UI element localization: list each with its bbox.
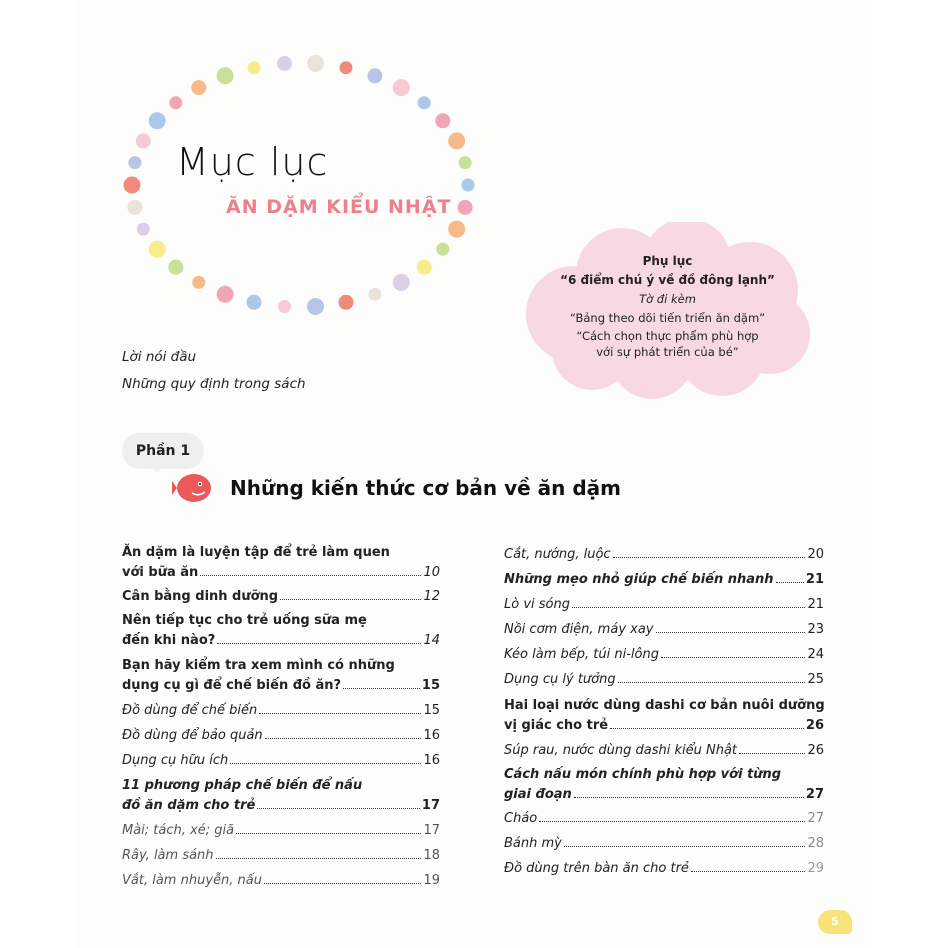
wreath-dot xyxy=(393,274,410,291)
wreath-dot xyxy=(436,243,449,256)
fish-mascot-icon xyxy=(172,468,218,508)
wreath-dot xyxy=(137,223,150,236)
wreath-dot xyxy=(307,55,324,72)
toc-entry[interactable]: dụng cụ gì để chế biến đồ ăn? 15 xyxy=(122,678,440,693)
page-number: 12 xyxy=(423,589,440,604)
appendix-item: “Bảng theo dõi tiến triển ăn dặm” xyxy=(569,311,766,325)
toc-entry[interactable]: Bánh mỳ 28 xyxy=(504,836,824,851)
wreath-dot xyxy=(459,156,472,169)
rules-link[interactable]: Những quy định trong sách xyxy=(122,376,306,392)
toc-entry[interactable]: Kéo làm bếp, túi ni-lông 24 xyxy=(504,647,824,662)
page-number-tab: 5 xyxy=(818,910,852,934)
wreath-dot xyxy=(149,241,166,258)
preface-link[interactable]: Lời nói đầu xyxy=(122,349,197,365)
wreath-dot xyxy=(124,177,141,194)
toc-entry-line[interactable]: 11 phương pháp chế biến để nấu xyxy=(122,778,363,793)
wreath-dot xyxy=(340,61,353,74)
toc-entry[interactable]: đến khi nào? 14 xyxy=(122,633,440,648)
wreath-dot xyxy=(192,276,205,289)
wreath-dot xyxy=(367,68,382,83)
page-number: 10 xyxy=(423,565,440,580)
wreath-dot xyxy=(393,79,410,96)
appendix-item: “6 điểm chú ý về đồ đông lạnh” xyxy=(560,273,775,287)
page-number: 17 xyxy=(421,798,440,813)
part-title: Những kiến thức cơ bản về ăn dặm xyxy=(230,476,621,500)
toc-entry[interactable]: Mài; tách, xé; giã 17 xyxy=(122,823,440,838)
page-number: 27 xyxy=(807,811,824,826)
page-number: 15 xyxy=(421,678,440,693)
toc-entry[interactable]: Súp rau, nước dùng dashi kiểu Nhật 26 xyxy=(504,743,824,758)
page-number: 23 xyxy=(807,622,824,637)
toc-entry[interactable]: Rây, làm sánh 18 xyxy=(122,848,440,863)
wreath-dot xyxy=(462,179,475,192)
toc-entry[interactable]: Dụng cụ lý tưởng 25 xyxy=(504,672,824,687)
part-badge-tail xyxy=(148,462,166,473)
toc-entry[interactable]: Nồi cơm điện, máy xay 23 xyxy=(504,622,824,637)
page-number: 16 xyxy=(423,753,440,768)
wreath-dot xyxy=(417,260,432,275)
wreath-dot xyxy=(307,298,324,315)
page-number: 15 xyxy=(423,703,440,718)
toc-entry[interactable]: với bữa ăn 10 xyxy=(122,565,440,580)
appendix-text xyxy=(540,252,795,360)
toc-entry-line[interactable]: Nên tiếp tục cho trẻ uống sữa mẹ xyxy=(122,613,367,628)
toc-entry[interactable]: Cân bằng dinh dưỡng 12 xyxy=(122,589,440,604)
toc-entry[interactable]: Cháo 27 xyxy=(504,811,824,826)
wreath-dot xyxy=(217,67,234,84)
toc-entry[interactable]: Dụng cụ hữu ích 16 xyxy=(122,753,440,768)
wreath-dot xyxy=(168,260,183,275)
wreath-dot xyxy=(247,295,262,310)
appendix-insert-label: Tờ đi kèm xyxy=(639,292,696,306)
wreath-dot xyxy=(435,113,450,128)
page-number: 19 xyxy=(423,873,440,888)
page-number: 26 xyxy=(805,718,824,733)
toc-entry[interactable]: đồ ăn dặm cho trẻ 17 xyxy=(122,798,440,813)
wreath-dot xyxy=(127,200,142,215)
wreath-dot xyxy=(368,288,381,301)
toc-entry[interactable]: Đồ dùng trên bàn ăn cho trẻ 29 xyxy=(504,861,824,876)
wreath-dot xyxy=(277,56,292,71)
toc-entry-line[interactable]: Bạn hãy kiểm tra xem mình có những xyxy=(122,658,395,673)
page-number: 21 xyxy=(805,572,824,587)
page-number: 28 xyxy=(807,836,824,851)
wreath-dot xyxy=(339,295,354,310)
page-number: 16 xyxy=(423,728,440,743)
page-number: 20 xyxy=(807,547,824,562)
wreath-dot xyxy=(248,61,261,74)
wreath-dot xyxy=(278,300,291,313)
wreath-dot xyxy=(418,96,431,109)
appendix-item: với sự phát triển của bé” xyxy=(596,345,739,359)
page-number: 18 xyxy=(423,848,440,863)
toc-entry-line[interactable]: Cách nấu món chính phù hợp với từng xyxy=(504,767,782,782)
wreath-dot xyxy=(217,286,234,303)
page-number: 25 xyxy=(807,672,824,687)
wreath-dot xyxy=(448,221,465,238)
wreath-dot xyxy=(169,96,182,109)
appendix-item: “Cách chọn thực phẩm phù hợp xyxy=(576,329,759,343)
page-number: 26 xyxy=(807,743,824,758)
wreath-dot xyxy=(149,112,166,129)
wreath-dot xyxy=(458,200,473,215)
toc-entry[interactable]: giai đoạn 27 xyxy=(504,787,824,802)
page-number: 24 xyxy=(807,647,824,662)
toc-entry[interactable]: vị giác cho trẻ 26 xyxy=(504,718,824,733)
toc-entry[interactable]: Lò vi sóng 21 xyxy=(504,597,824,612)
page-subtitle: ĂN DẶM KIỂU NHẬT xyxy=(226,196,452,218)
toc-entry[interactable]: Đồ dùng để bảo quản 16 xyxy=(122,728,440,743)
appendix-heading: Phụ lục xyxy=(642,254,693,268)
wreath-dot xyxy=(448,132,465,149)
wreath-dot xyxy=(191,80,206,95)
page-number: 21 xyxy=(807,597,824,612)
part-badge: Phần 1 xyxy=(122,433,204,469)
page-number: 17 xyxy=(423,823,440,838)
toc-entry[interactable]: Đồ dùng để chế biến 15 xyxy=(122,703,440,718)
page-number: 29 xyxy=(807,861,824,876)
page-title: Mục lục xyxy=(176,140,329,184)
toc-entry-line[interactable]: Ăn dặm là luyện tập để trẻ làm quen xyxy=(122,545,390,560)
wreath-dot xyxy=(128,156,141,169)
toc-entry-line[interactable]: Hai loại nước dùng dashi cơ bản nuôi dưỡng xyxy=(504,698,825,713)
page-number: 27 xyxy=(805,787,824,802)
page-number: 14 xyxy=(423,633,440,648)
wreath-dot xyxy=(136,133,151,148)
toc-entry[interactable]: Vắt, làm nhuyễn, nấu 19 xyxy=(122,873,440,888)
toc-entry[interactable]: Cắt, nướng, luộc 20 xyxy=(504,547,824,562)
toc-entry[interactable]: Những mẹo nhỏ giúp chế biến nhanh 21 xyxy=(504,572,824,587)
